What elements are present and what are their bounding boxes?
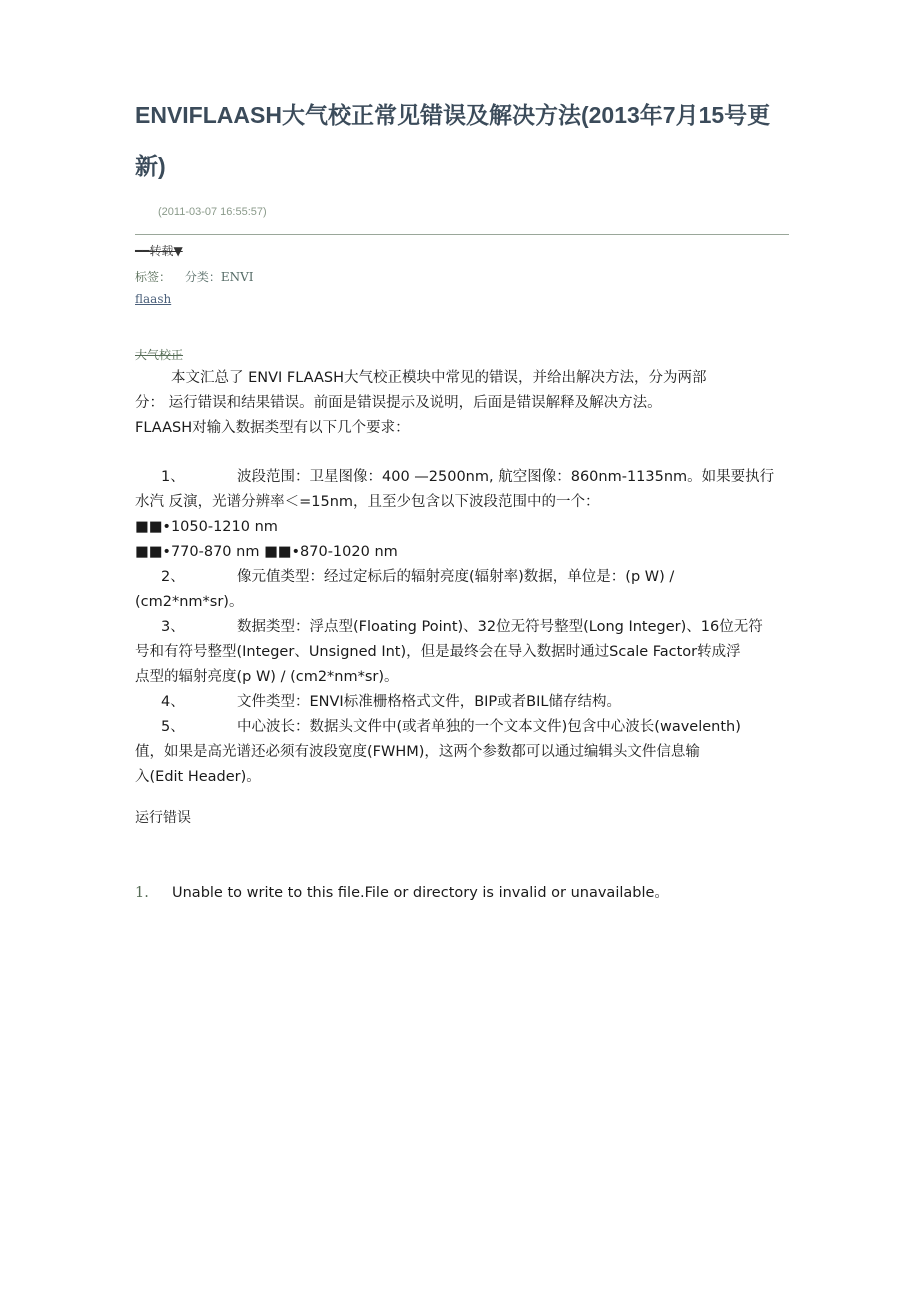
requirement-item xyxy=(135,615,774,690)
item-number: 1、 xyxy=(161,469,185,485)
doc-title-line1: ENVIFLAASH大气校正常见错误及解决方法(2013年7月15号更 xyxy=(135,102,771,128)
post-date: (2011-03-07 16:55:57) xyxy=(158,206,267,218)
divider xyxy=(135,234,789,235)
category-link[interactable]: 大气校正 xyxy=(135,348,184,362)
tags-label: 标签： xyxy=(135,270,172,284)
error-text: Unable to write to this file.File or directory is invalid or unavailable。 xyxy=(172,885,669,901)
intro xyxy=(135,366,707,441)
requirement-item xyxy=(135,465,774,565)
requirement-item xyxy=(135,690,774,715)
item-text: 水汽 反演，光谱分辨率＜=15nm，且至少包含以下波段范围中的一个： xyxy=(135,494,600,510)
repost-label[interactable]: ━━转载▼ xyxy=(135,244,183,258)
intro-line: FLAASH对输入数据类型有以下几个要求： xyxy=(135,420,410,436)
item-number: 3、 xyxy=(161,619,185,635)
item-text: 中心波长：数据头文件中(或者单独的一个文本文件)包含中心波长(wavelenth) xyxy=(237,719,741,735)
requirements-list xyxy=(135,465,774,790)
item-text: 文件类型：ENVI标准栅格格式文件，BIP或者BIL储存结构。 xyxy=(237,694,621,710)
item-text: (cm2*nm*sr)。 xyxy=(135,594,244,610)
item-text: 数据类型：浮点型(Floating Point)、32位无符号整型(Long Integer)、16位无符 xyxy=(237,619,763,635)
item-number: 5、 xyxy=(161,719,185,735)
item-text: 入(Edit Header)。 xyxy=(135,769,261,785)
error-item xyxy=(135,881,669,906)
item-text: 点型的辐射亮度(p W) / (cm2*nm*sr)。 xyxy=(135,669,399,685)
item-text: 波段范围：卫星图像：400 —2500nm, 航空图像：860nm-1135nm。如果要执行 xyxy=(237,469,775,485)
section-heading: 运行错误 xyxy=(135,810,191,826)
intro-line: 本文汇总了 ENVI FLAASH大气校正模块中常见的错误，并给出解决方法，分为两部 xyxy=(171,370,707,386)
requirement-item xyxy=(135,715,774,790)
item-text: 号和有符号整型(Integer、Unsigned Int)，但是最终会在导入数据时通过Scale Factor转成浮 xyxy=(135,644,741,660)
item-number: 4、 xyxy=(161,694,185,710)
item-text: ■■•1050-1210 nm xyxy=(135,519,278,535)
category-label: 分类：ENVI xyxy=(184,270,254,284)
intro-line: 分： 运行错误和结果错误。前面是错误提示及说明，后面是错误解释及解决方法。 xyxy=(135,395,662,411)
error-number: 1. xyxy=(135,885,149,901)
item-text: ■■•770-870 nm ■■•870-1020 nm xyxy=(135,544,398,560)
item-text: 像元值类型：经过定标后的辐射亮度(辐射率)数据，单位是：(p W) / xyxy=(237,569,675,585)
doc-title-line2: 新) xyxy=(135,153,166,179)
item-number: 2、 xyxy=(161,569,185,585)
tags-row xyxy=(135,268,254,285)
tag-link-flaash[interactable]: flaash xyxy=(135,292,172,306)
item-text: 值，如果是高光谱还必须有波段宽度(FWHM)，这两个参数都可以通过编辑头文件信息输 xyxy=(135,744,700,760)
requirement-item xyxy=(135,565,774,615)
